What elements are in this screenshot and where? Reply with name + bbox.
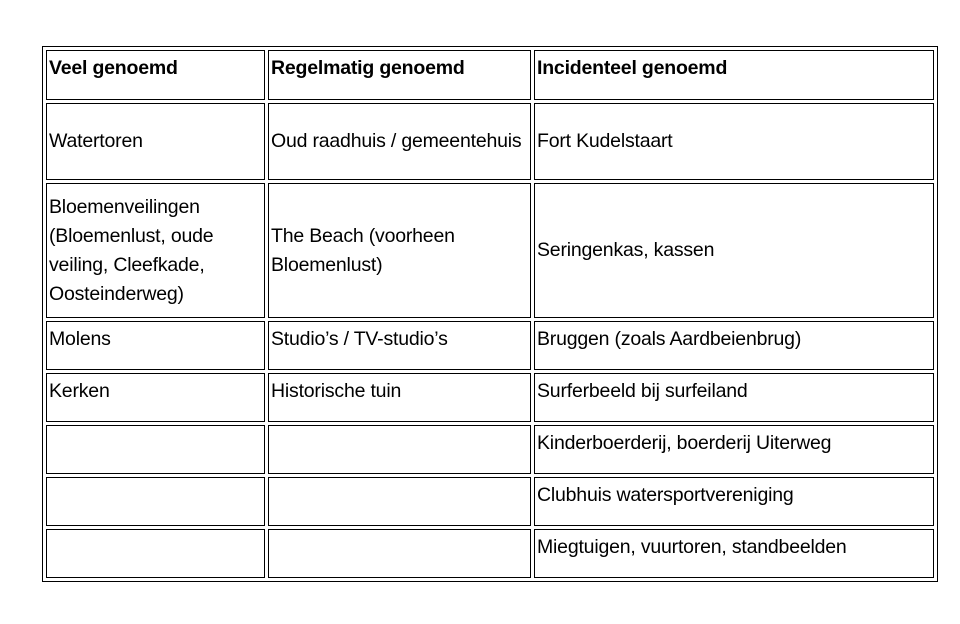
table-header-row: [46, 50, 934, 100]
table-cell: Clubhuis watersportvereniging: [534, 477, 934, 526]
table-row: [46, 103, 934, 180]
table-cell: Surferbeeld bij surfeiland: [534, 373, 934, 422]
table-cell: [46, 477, 265, 526]
table-cell: Seringenkas, kassen: [534, 183, 934, 318]
table-cell: [46, 425, 265, 474]
table-row: [46, 373, 934, 422]
table-cell: [268, 477, 531, 526]
table-cell: Bloemenveilingen (Bloemenlust, oude veiling, Cleefkade, Oosteinderweg): [46, 183, 265, 318]
table-cell: [268, 529, 531, 578]
header-regelmatig-genoemd: Regelmatig genoemd: [268, 50, 531, 100]
table-cell: Fort Kudelstaart: [534, 103, 934, 180]
table-cell: Oud raadhuis / gemeentehuis: [268, 103, 531, 180]
table-cell: Bruggen (zoals Aardbeienbrug): [534, 321, 934, 370]
table-cell: Studio’s / TV-studio’s: [268, 321, 531, 370]
landmarks-table: [42, 46, 938, 582]
table-row: [46, 529, 934, 578]
table-cell: [268, 425, 531, 474]
header-veel-genoemd: Veel genoemd: [46, 50, 265, 100]
table-cell: Watertoren: [46, 103, 265, 180]
table-cell: Kinderboerderij, boerderij Uiterweg: [534, 425, 934, 474]
header-incidenteel-genoemd: Incidenteel genoemd: [534, 50, 934, 100]
table-cell: Historische tuin: [268, 373, 531, 422]
table-cell: The Beach (voorheen Bloemenlust): [268, 183, 531, 318]
table-row: [46, 321, 934, 370]
table-row: [46, 425, 934, 474]
table-row: [46, 183, 934, 318]
table-cell: [46, 529, 265, 578]
table-cell: Molens: [46, 321, 265, 370]
table-cell: Miegtuigen, vuurtoren, standbeelden: [534, 529, 934, 578]
table-row: [46, 477, 934, 526]
table-cell: Kerken: [46, 373, 265, 422]
